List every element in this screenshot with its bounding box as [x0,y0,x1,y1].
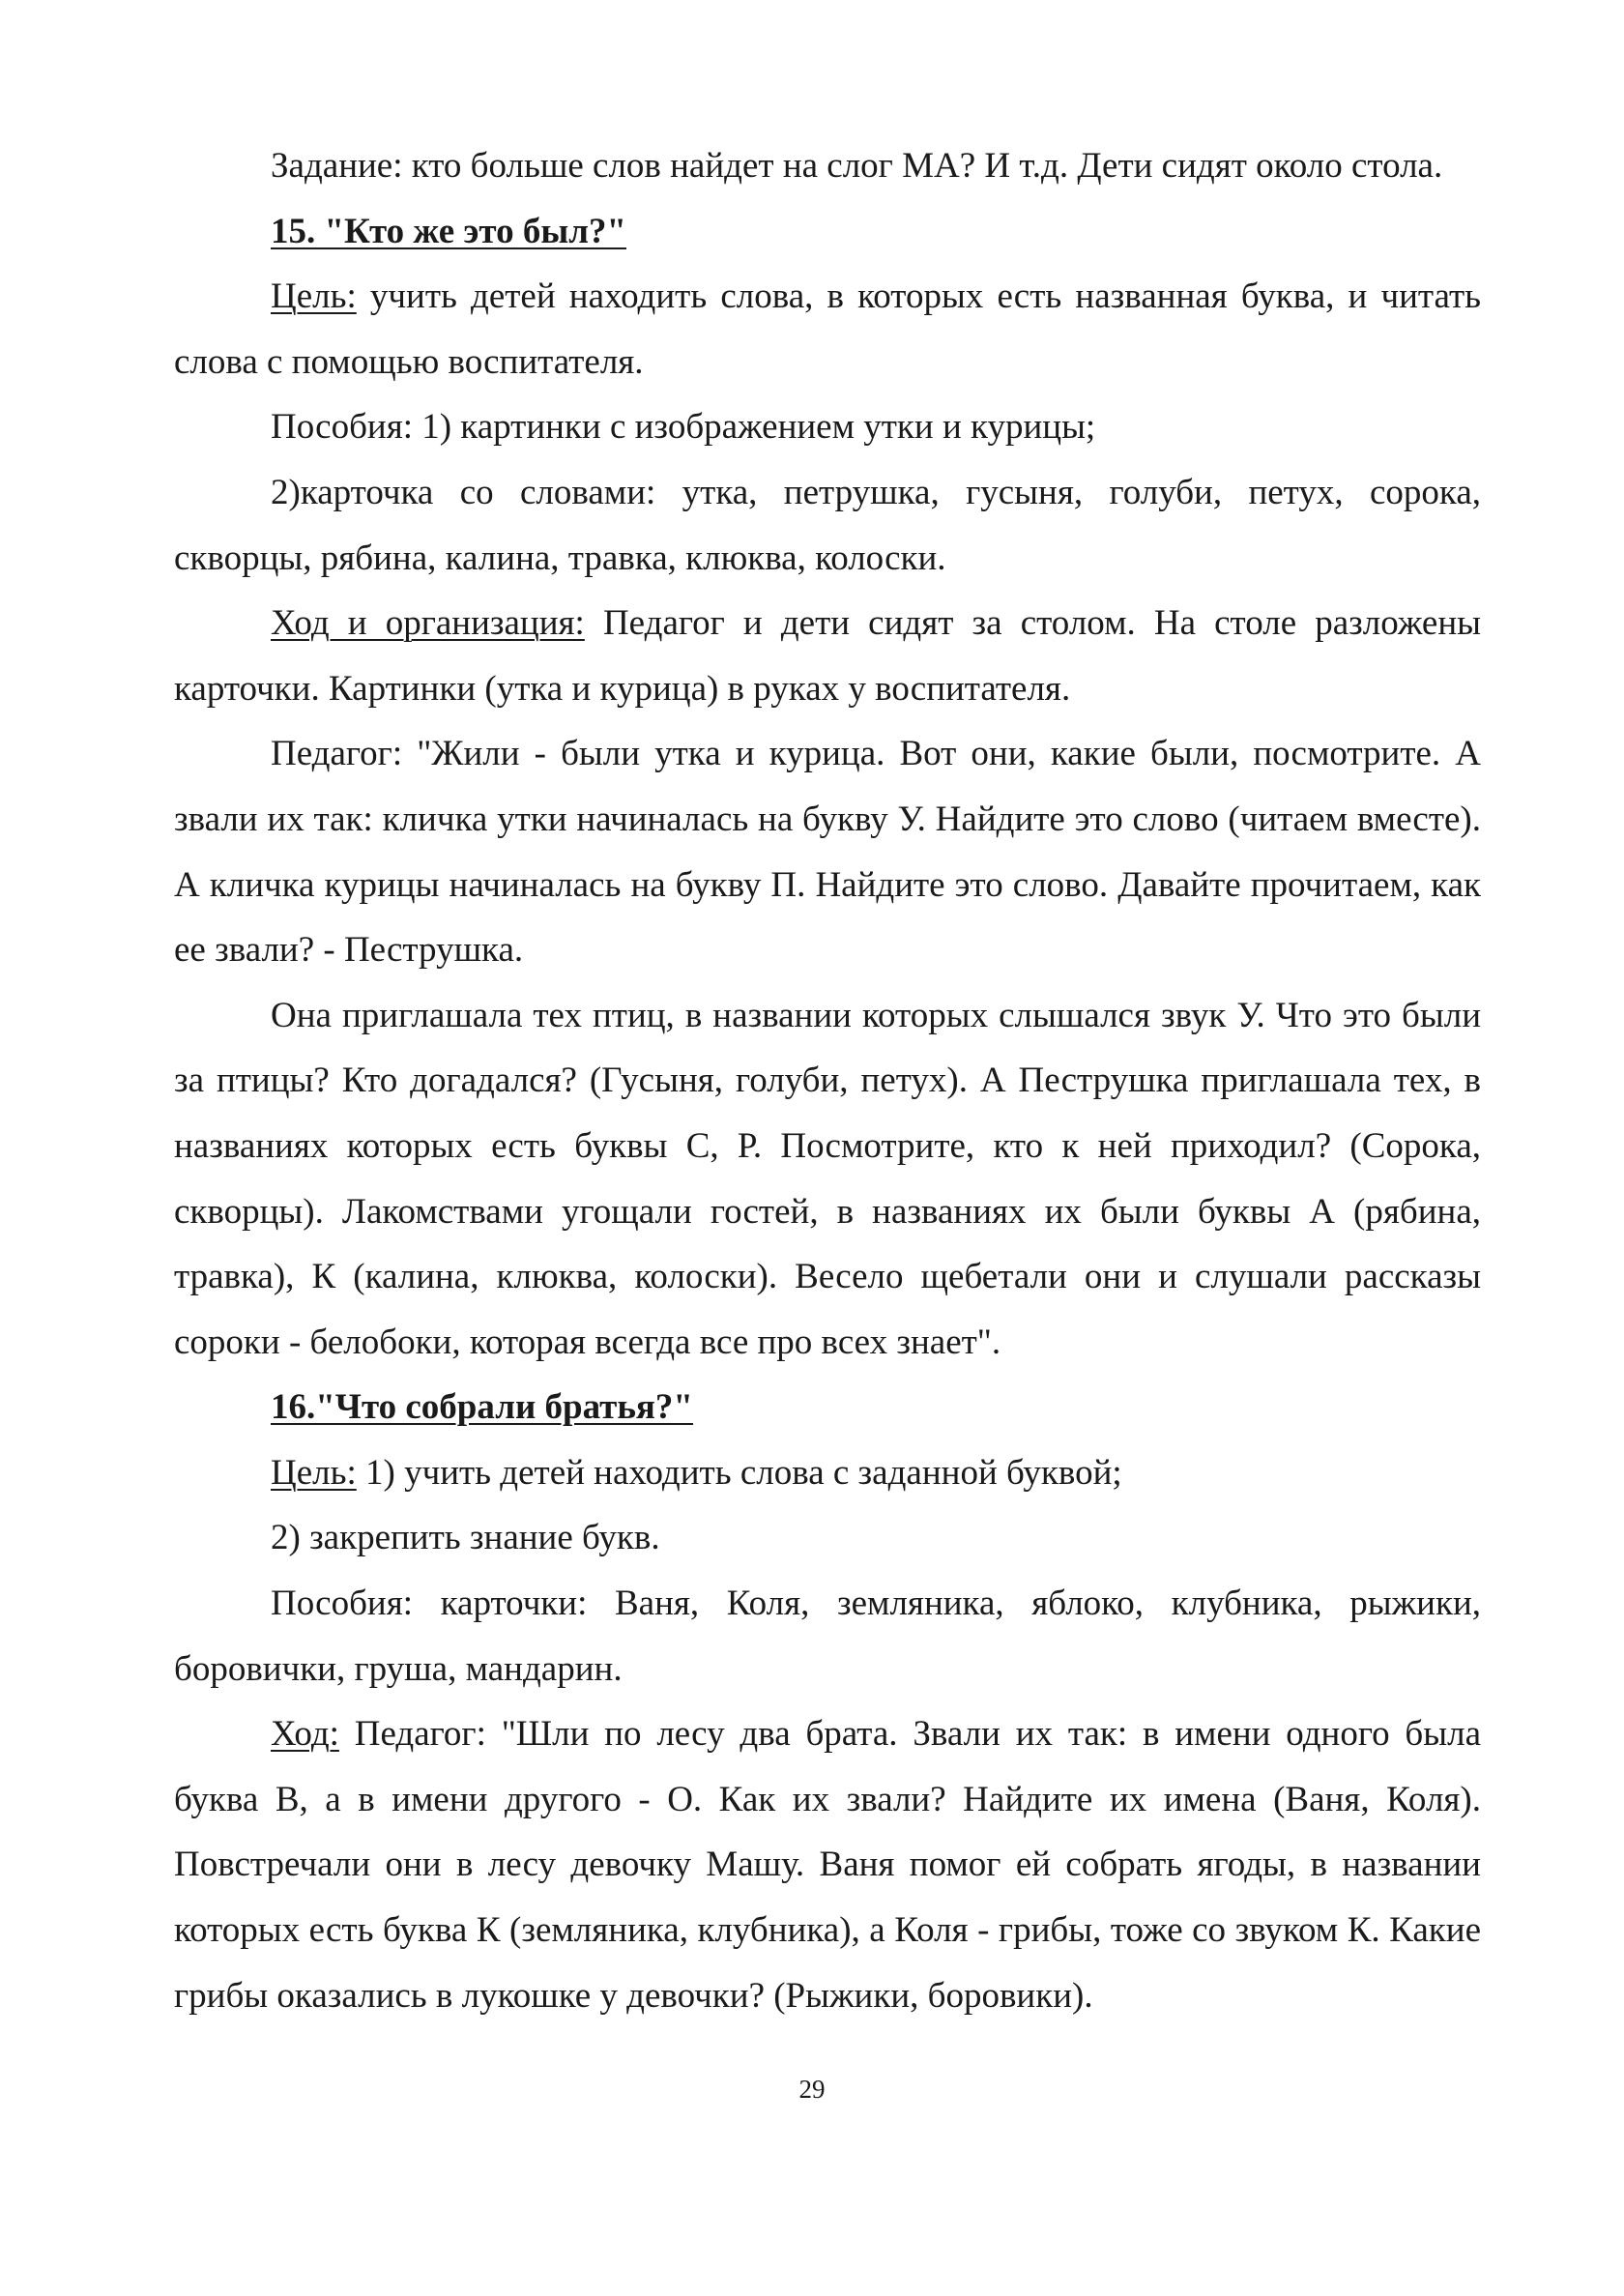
paragraph-procedure-15 [174,591,1481,721]
label-goal: Цель: [271,1452,357,1493]
paragraph-procedure-16 [174,1701,1481,2028]
section-heading-15: 15. "Кто же это был?" [271,211,627,251]
label-procedure: Ход: [271,1714,339,1755]
label-procedure: Ход и организация: [271,603,585,644]
label-goal: Цель: [271,276,357,317]
paragraph-goal-16-item-2: 2) закрепить знание букв. [271,1518,660,1558]
goal-text: учить детей находить слова, в которых есть названная буква, и читать слова с помощью воспитателя. [174,276,1481,382]
procedure-text: Педагог и дети сидят за столом. На столе разложены карточки. Картинки (утка и курица) в руках у воспитателя. [174,603,1481,709]
procedure-text: Педагог: "Шли по лесу два брата. Звали их так: в имени одного была буква В, а в имени другого - О. Как их звали? Найдите их имена (Ваня, Коля). Повстречали они в лесу девочку Машу. Ваня помог ей собрать ягоды, в названии которых есть буква К (земляника, клубника), а Коля - грибы, тоже со звуком К. Какие грибы оказались в лукошке у девочки? (Рыжики, боровики). [174,1714,1481,2016]
paragraph-word-card: 2)карточка со словами: утка, петрушка, гусыня, голуби, петух, сорока, скворцы, рябина, калина, травка, клюква, колоски. [174,472,1481,578]
page-content [174,133,1481,2028]
page-number: 29 [798,2075,826,2104]
paragraph-story-continued: Она приглашала тех птиц, в названии которых слышался звук У. Что это были за птицы? Кто догадался? (Гусыня, голуби, петух). А Пеструшка приглашала тех, в названиях которых есть буквы С, Р. Посмотрите, кто к ней приходил? (Сорока, скворцы). Лакомствами угощали гостей, в названиях их были буквы А (рябина, травка), К (калина, клюква, колоски). Весело щебетали они и слушали рассказы сороки - белобоки, которая всегда все про всех знает". [174,995,1481,1362]
paragraph-task: Задание: кто больше слов найдет на слог МА? И т.д. Дети сидят около стола. [271,146,1443,186]
paragraph-teacher-story: Педагог: "Жили - были утка и курица. Вот они, какие были, посмотрите. А звали их так: кличка утки начиналась на букву У. Найдите это слово (читаем вместе). А кличка курицы начиналась на букву П. Найдите это слово. Давайте прочитаем, как ее звали? - Пеструшка. [174,734,1481,971]
paragraph-materials-16: Пособия: карточки: Ваня, Коля, земляника, яблоко, клубника, рыжики, боровички, груша, мандарин. [174,1584,1481,1689]
goal-text: 1) учить детей находить слова с заданной буквой; [356,1452,1122,1493]
paragraph-goal-16 [174,1440,1481,1506]
paragraph-materials-15: Пособия: 1) картинки с изображением утки и курицы; [271,407,1096,448]
paragraph-goal-15 [174,264,1481,394]
section-heading-16: 16."Что собрали братья?" [271,1387,693,1428]
